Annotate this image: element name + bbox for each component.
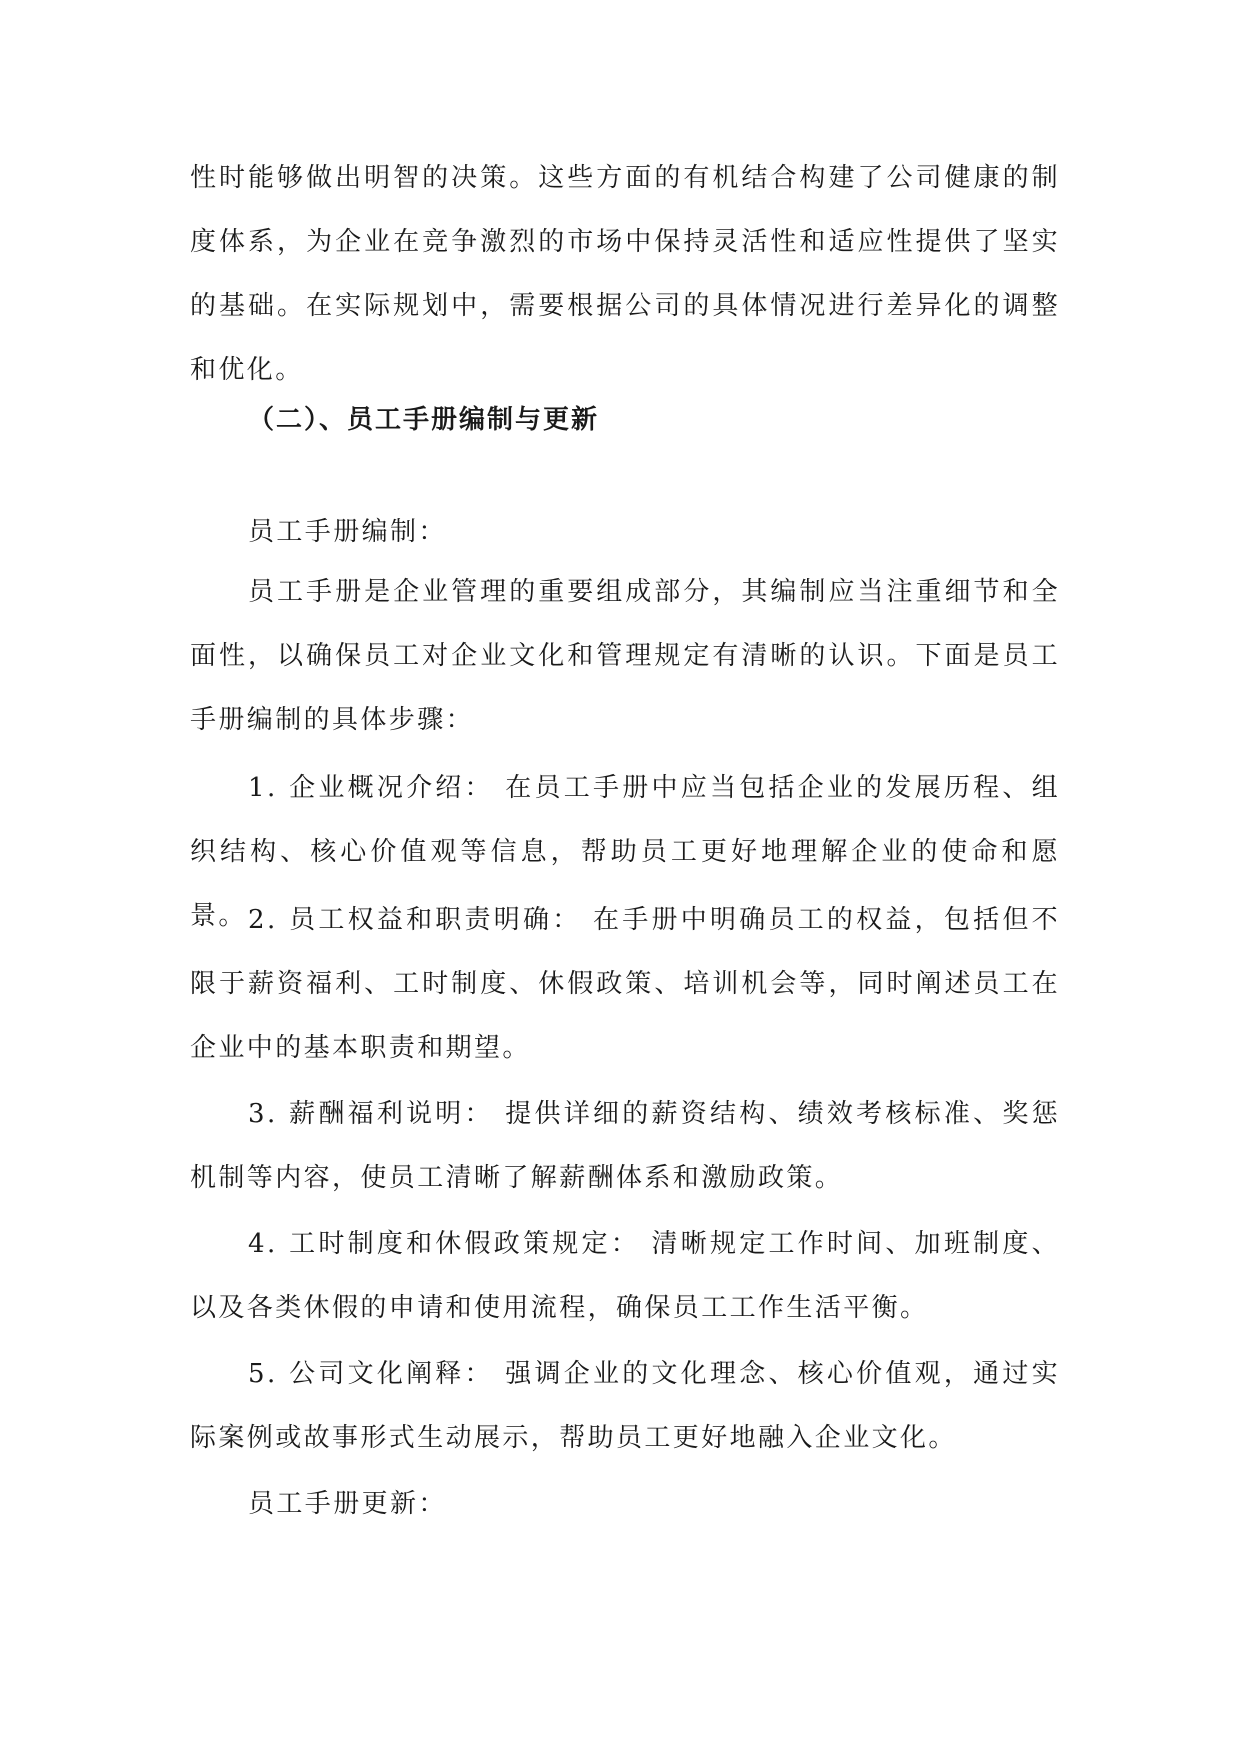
step-item: 1. 企业概况介绍： 在员工手册中应当包括企业的发展历程、组织结构、核心价值观等信息，帮助员工更好地理解企业的使命和愿景。: [190, 773, 1060, 931]
step-item: 2. 员工权益和职责明确： 在手册中明确员工的权益，包括但不限于薪资福利、工时制度、休假政策、培训机会等，同时阐述员工在企业中的基本职责和期望。: [190, 905, 1060, 1063]
section-heading: （二）、员工手册编制与更新: [248, 405, 600, 435]
step-item: 3. 薪酬福利说明： 提供详细的薪资结构、绩效考核标准、奖惩机制等内容，使员工清晰了解薪酬体系和激励政策。: [190, 1099, 1060, 1193]
subheading-compile: 员工手册编制：: [248, 517, 447, 547]
step-item: 4. 工时制度和休假政策规定： 清晰规定工作时间、加班制度、以及各类休假的申请和使用流程，确保员工工作生活平衡。: [190, 1229, 1060, 1323]
intro-paragraph: 性时能够做出明智的决策。这些方面的有机结合构建了公司健康的制度体系，为企业在竞争激烈的市场中保持灵活性和适应性提供了坚实的基础。在实际规划中，需要根据公司的具体情况进行差异化的调整和优化。: [190, 163, 1060, 385]
compile-paragraph: 员工手册是企业管理的重要组成部分，其编制应当注重细节和全面性，以确保员工对企业文化和管理规定有清晰的认识。下面是员工手册编制的具体步骤：: [190, 577, 1060, 735]
step-item: 5. 公司文化阐释： 强调企业的文化理念、核心价值观，通过实际案例或故事形式生动展示，帮助员工更好地融入企业文化。: [190, 1359, 1060, 1453]
subheading-update: 员工手册更新：: [248, 1489, 447, 1519]
